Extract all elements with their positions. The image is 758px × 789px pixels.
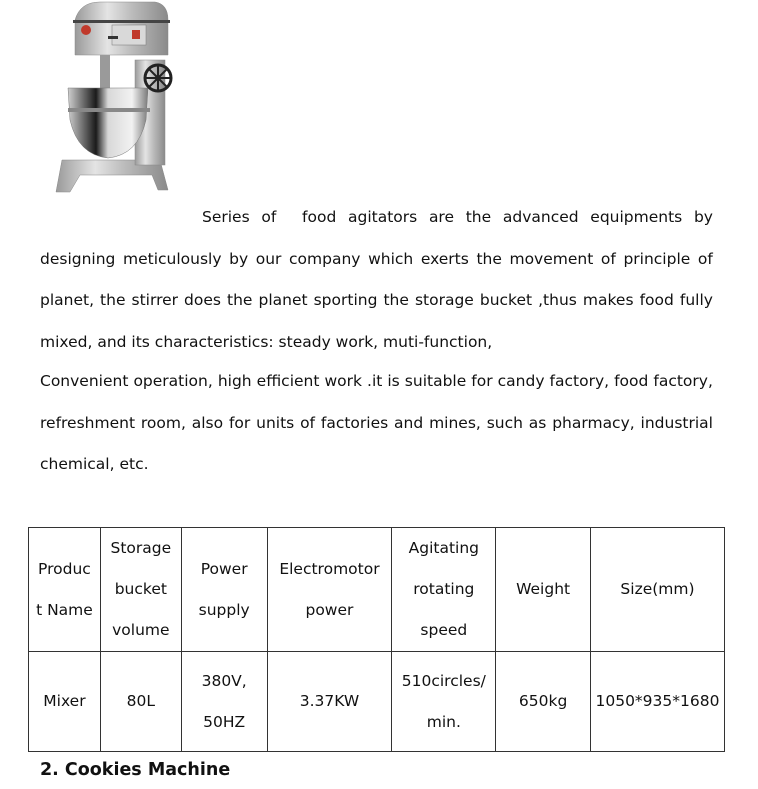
cell-text: 650kg [518,692,568,710]
table-row [29,652,725,752]
word: agitators [348,208,418,226]
word: .it [367,372,383,390]
cell-text: 1050*935*1680 [595,692,720,710]
word: Series [202,208,250,226]
word: industrial [640,413,713,432]
word: by [229,249,249,268]
word: fully [679,291,713,309]
word: exerts [420,249,469,268]
table-cell [100,652,181,752]
paragraph-1-line-4: mixed, and its characteristics: steady work, muti-function, [40,332,493,351]
word: principle [623,249,691,268]
cell-text: Produc [38,559,91,578]
cell-text: speed [420,621,468,639]
cell-text: 380V, [201,671,247,690]
word: does [184,291,221,309]
word: Convenient [40,372,129,390]
word: the [227,291,253,309]
word: sporting [313,291,378,309]
cell-text: Power [200,559,248,578]
table-header-cell [181,528,267,652]
table-header-cell [590,528,724,652]
word: and [394,413,424,432]
word: are [428,208,455,226]
word: the [100,291,126,309]
cell-text: 50HZ [203,712,246,731]
mixer-illustration [40,0,190,195]
word: work [324,372,362,390]
paragraph-1-line-1 [40,197,713,239]
word: the [465,208,492,226]
table-header-cell [100,528,181,652]
word: of [697,249,713,268]
word: suitable [404,372,467,390]
word: ,thus [538,291,577,309]
cell-text: min. [426,712,461,731]
cell-text: Agitating [408,539,479,557]
table-cell [392,652,496,752]
cell-text: 80L [126,692,156,710]
word: room, [140,413,186,432]
word: food [614,372,649,390]
word: factories [320,413,389,432]
table-header-cell [392,528,496,652]
cell-text: power [305,600,354,619]
table-header-cell [29,528,101,652]
word: advanced [502,208,579,226]
word: meticulously [122,249,222,268]
word: planet [258,291,308,309]
cell-text: Size(mm) [620,580,695,598]
word: our [255,249,282,268]
word: of [300,413,316,432]
paragraph-2-line-1 [40,361,713,403]
word: factory, [549,372,610,390]
paragraph-2-line-3: chemical, etc. [40,455,149,473]
word: high [217,372,252,390]
cell-text: t Name [36,600,93,619]
word: factory, [653,372,713,390]
table-header-cell [496,528,591,652]
description-paragraph-2 [40,361,713,486]
word: for [228,413,251,432]
word: food [639,291,674,309]
word: by [693,208,713,226]
word: the [476,249,502,268]
cell-text: bucket [114,580,167,598]
specifications-table [28,527,725,752]
description-paragraph-1 [40,197,713,363]
word: of [600,249,616,268]
word: storage [414,291,474,309]
word: bucket [479,291,533,309]
word: candy [497,372,545,390]
cell-text: rotating [413,580,475,598]
word: mines, [429,413,481,432]
word: pharmacy, [552,413,635,432]
word: the [383,291,409,309]
cell-text: 3.37KW [299,692,360,710]
word: operation, [133,372,213,390]
table-cell [590,652,724,752]
word: units [256,413,295,432]
word: equipments [590,208,683,226]
table-cell [496,652,591,752]
cell-text: Storage [110,539,172,557]
paragraph-1-line-3 [40,280,713,322]
table-header-row [29,528,725,652]
paragraph-1-line-2 [40,239,713,281]
word: for [471,372,493,390]
word: efficient [256,372,320,390]
table-cell [267,652,392,752]
word: also [191,413,224,432]
word: which [368,249,414,268]
cell-text: Mixer [43,692,86,710]
word: is [387,372,400,390]
table-cell [29,652,101,752]
table-cell [181,652,267,752]
word: refreshment [40,413,136,432]
word: planet, [40,291,95,309]
cell-text: supply [198,600,250,619]
product-image-mixer [40,0,190,195]
word: makes [582,291,634,309]
cell-text: Electromotor [279,559,380,578]
word: food [302,208,337,226]
section-heading: 2. Cookies Machine [40,760,231,780]
word: designing [40,249,116,268]
word: of [261,208,277,226]
word: stirrer [131,291,179,309]
cell-text: volume [112,621,170,639]
cell-text: 510circles/ [401,671,486,690]
paragraph-2-line-2 [40,403,713,445]
table-header-cell [267,528,392,652]
word: movement [509,249,594,268]
word: as [528,413,547,432]
word: company [289,249,361,268]
word: such [486,413,523,432]
cell-text: Weight [516,580,571,598]
